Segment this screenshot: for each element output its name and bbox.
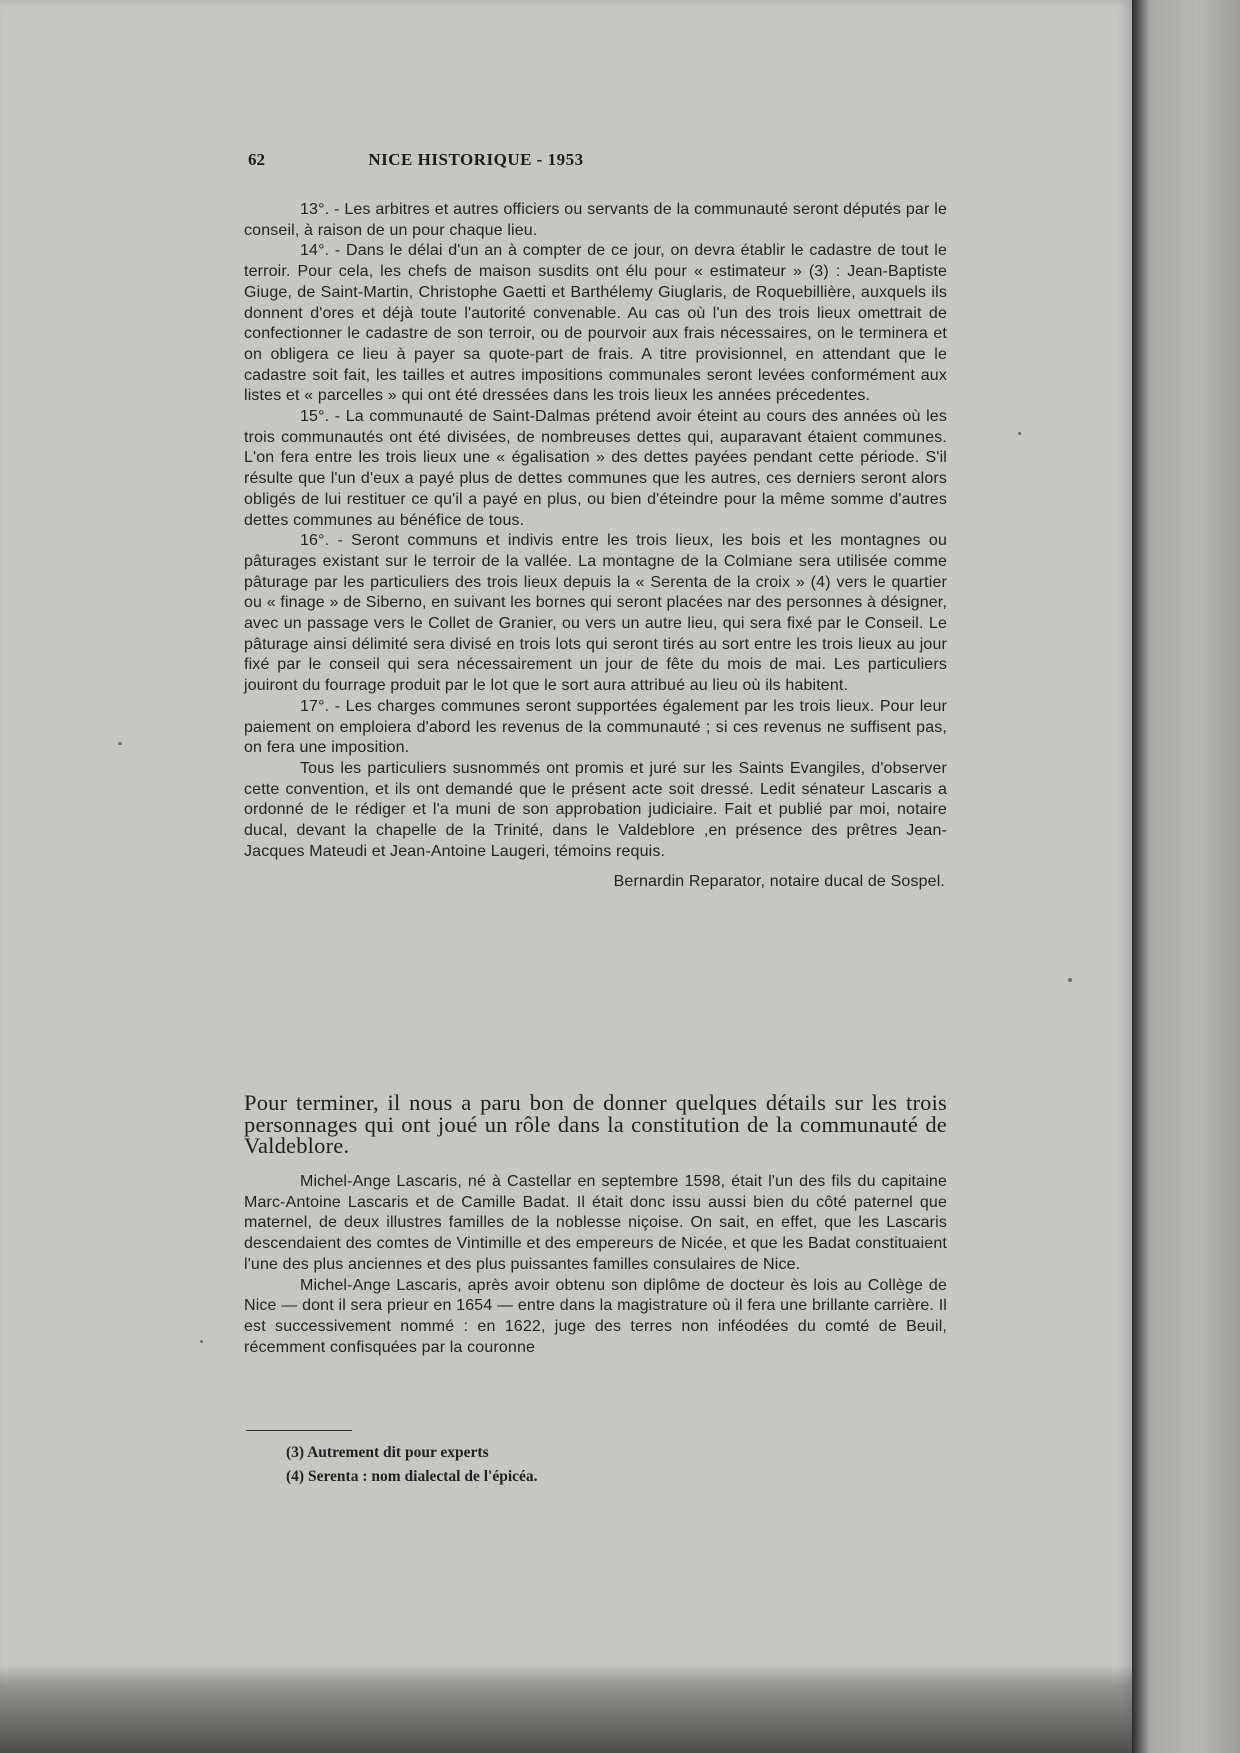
footnote-3: (3) Autrement dit pour experts <box>286 1444 489 1461</box>
footnotes <box>286 1441 786 1489</box>
running-title: NICE HISTORIQUE - 1953 <box>368 150 584 169</box>
footnote-4: (4) Serenta : nom dialectal de l'épicéa. <box>286 1468 538 1485</box>
paragraph-article-15: 15°. - La communauté de Saint-Dalmas prétend avoir éteint au cours des années où les trois communautés ont été divisées, de nombreuses dettes qui, auparavant étaient communes. L'on fera entre les trois lieux une « égalisation » des dettes payées pendant cette période. S'il résulte que l'un d'eux a payé plus de dettes communes que les autres, ces derniers seront alors obligés de lui restituer ce qu'il a payé en plus, ou bien d'éteindre pour la même somme d'autres dettes communes au bénéfice de tous. <box>244 408 947 529</box>
footnote-divider <box>246 1430 352 1431</box>
section-heading: Pour terminer, il nous a paru bon de donner quelques détails sur les trois personnages qui ont joué un rôle dans la constitution de la communauté de Valdeblore. <box>244 1090 947 1158</box>
paper-speck <box>1068 978 1072 982</box>
paper-speck <box>118 742 122 745</box>
notary-signature: Bernardin Reparator, notaire ducal de Sospel. <box>613 872 945 890</box>
page-header <box>248 150 704 180</box>
paragraph-biography-1: Michel-Ange Lascaris, né à Castellar en septembre 1598, était l'un des fils du capitaine Marc-Antoine Lascaris et de Camille Badat. Il était donc issu aussi bien du côté paternel que maternel, de deux illustres familles de la noblesse niçoise. On sait, en effet, que les Lascaris descendaient des comtes de Vintimille et des empereurs de Nicée, et que les Badat constituaient l'une des plus anciennes et des plus puissantes familles consulaires de Nice. <box>244 1173 947 1273</box>
page-bottom-shadow <box>0 1665 1132 1753</box>
paragraph-biography-2: Michel-Ange Lascaris, après avoir obtenu son diplôme de docteur ès lois au Collège de Nice — dont il sera prieur en 1654 — entre dans la magistrature où il fera une brillante carrière. Il est successivement nommé : en 1622, juge des terres non inféodées du comté de Beuil, récemment confisquées par la couronne <box>244 1276 947 1356</box>
paper-speck <box>200 1340 203 1343</box>
paragraph-article-16: 16°. - Seront communs et indivis entre les trois lieux, les bois et les montagnes ou pâturages existant sur le terroir de la vallée. La montagne de la Colmiane sera utilisée comme pâturage par les particuliers des trois lieux depuis la « Serenta de la croix » (4) vers le quartier ou « finage » de Siberno, en suivant les bornes qui seront placées nar des personnes à désigner, avec un passage vers le Collet de Granier, ou vers un autre lieu, qui sera fixé par le Conseil. Le pâturage ainsi délimité sera divisé en trois lots qui seront tirés au sort entre les trois lieux au jour fixé par le conseil qui sera nécessairement un jour de fête du mois de mai. Les particuliers jouiront du fourrage produit par le lot que le sort aura attribué au lieu où ils habitent. <box>244 532 947 695</box>
paper-speck <box>1018 432 1021 435</box>
article-body <box>244 200 947 892</box>
paragraph-article-17: 17°. - Les charges communes seront supportées également par les trois lieux. Pour leur paiement on emploiera d'abord les revenus de la communauté ; si ces revenus ne suffisent pas, on fera une imposition. <box>244 697 947 757</box>
page-number: 62 <box>248 150 265 169</box>
adjacent-page-edge <box>1132 0 1240 1753</box>
paragraph-article-14: 14°. - Dans le délai d'un an à compter de ce jour, on devra établir le cadastre de tout le terroir. Pour cela, les chefs de maison susdits ont élu pour « estimateur » (3) : Jean-Baptiste Giuge, de Saint-Martin, Christophe Gaetti et Barthélemy Giuglaris, de Roquebillière, auxquels ils donnent d'ores et déjà toute l'autorité convenable. Au cas où l'un des trois lieux omettrait de confectionner le cadastre de son terroir, ou de pourvoir aux frais nécessaires, on le terminera et on obligera ce lieu à payer sa quote-part de frais. A titre provisionnel, en attendant que le cadastre soit fait, les tailles et autres impositions communales seront levées conformément aux listes et « parcelles » qui ont été dressées dans les trois lieux les années précedentes. <box>244 242 947 405</box>
paragraph-conclusion: Tous les particuliers susnommés ont promis et juré sur les Saints Evangiles, d'observer cette convention, et ils ont demandé que le présent acte soit dressé. Ledit sénateur Lascaris a ordonné de le rédiger et l'a muni de son approbation judiciaire. Fait et publié par moi, notaire ducal, devant la chapelle de la Trinité, dans le Valdeblore ,en présence des prêtres Jean-Jacques Mateudi et Jean-Antoine Laugeri, témoins requis. <box>244 759 947 860</box>
paragraph-article-13: 13°. - Les arbitres et autres officiers ou servants de la communauté seront députés par le conseil, à raison de un pour chaque lieu. <box>244 201 947 239</box>
biography-body <box>244 1172 947 1358</box>
